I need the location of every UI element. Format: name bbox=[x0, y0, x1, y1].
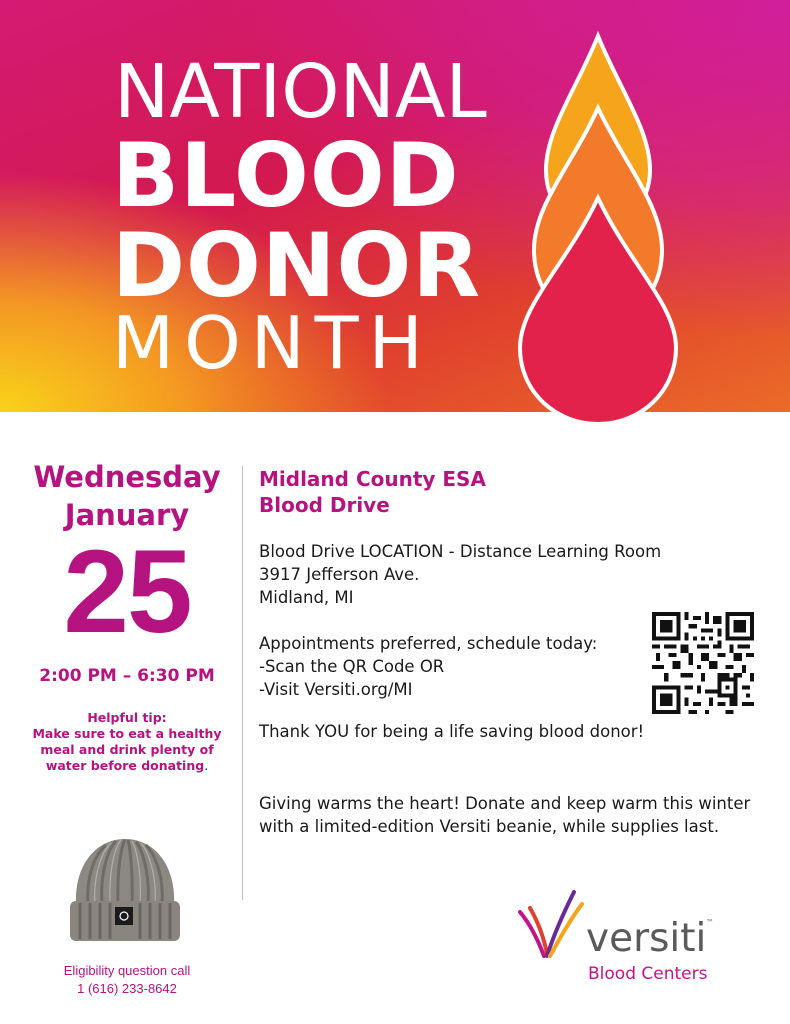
brand-trademark: ™ bbox=[706, 918, 714, 927]
thank-you-message: Thank YOU for being a life saving blood donor! bbox=[259, 722, 645, 741]
appt-line-1: Appointments preferred, schedule today: bbox=[259, 634, 598, 653]
tip-title: Helpful tip: bbox=[87, 710, 167, 725]
brand-name: versiti bbox=[586, 916, 707, 961]
helpful-tip bbox=[20, 710, 234, 774]
event-month: January bbox=[64, 498, 190, 532]
location-line-2: 3917 Jefferson Ave. bbox=[259, 565, 420, 584]
eligibility-contact bbox=[20, 962, 234, 998]
tip-body: Make sure to eat a healthy meal and drink plenty of water before donating bbox=[32, 726, 222, 773]
qr-code[interactable] bbox=[652, 612, 754, 714]
location-line-3: Midland, MI bbox=[259, 588, 354, 607]
event-date: 25 bbox=[63, 526, 191, 658]
title-month: MONTH bbox=[112, 301, 433, 385]
appointment-block bbox=[259, 632, 649, 701]
versiti-logo bbox=[516, 890, 756, 990]
location-block bbox=[259, 540, 739, 609]
eligibility-phone: 1 (616) 233-8642 bbox=[77, 981, 177, 996]
appt-line-2: -Scan the QR Code OR bbox=[259, 657, 445, 676]
versiti-v-icon bbox=[516, 890, 596, 970]
beanie-promo-message: Giving warms the heart! Donate and keep warm this winter with a limited-edition Versiti beanie, while supplies last. bbox=[259, 794, 751, 836]
organization-name bbox=[259, 466, 559, 518]
org-line-1: Midland County ESA bbox=[259, 467, 486, 491]
eligibility-label: Eligibility question call bbox=[63, 963, 191, 978]
brand-subtitle: Blood Centers bbox=[588, 964, 708, 984]
event-time: 2:00 PM – 6:30 PM bbox=[39, 666, 215, 686]
tip-end: . bbox=[204, 758, 209, 773]
appt-line-3[interactable]: -Visit Versiti.org/MI bbox=[259, 680, 413, 699]
title-national: NATIONAL bbox=[114, 49, 487, 135]
title-blood: BLOOD bbox=[112, 124, 460, 227]
org-line-2: Blood Drive bbox=[259, 493, 390, 517]
beanie-hat-image bbox=[66, 835, 184, 943]
blood-drop-flame-icon bbox=[510, 30, 680, 430]
title-donor: DONOR bbox=[112, 214, 482, 317]
event-date-column bbox=[20, 458, 234, 774]
column-divider bbox=[242, 466, 243, 900]
event-day: Wednesday bbox=[33, 460, 221, 494]
location-line-1: Blood Drive LOCATION - Distance Learning Room bbox=[259, 542, 662, 561]
hero-banner bbox=[0, 0, 790, 412]
